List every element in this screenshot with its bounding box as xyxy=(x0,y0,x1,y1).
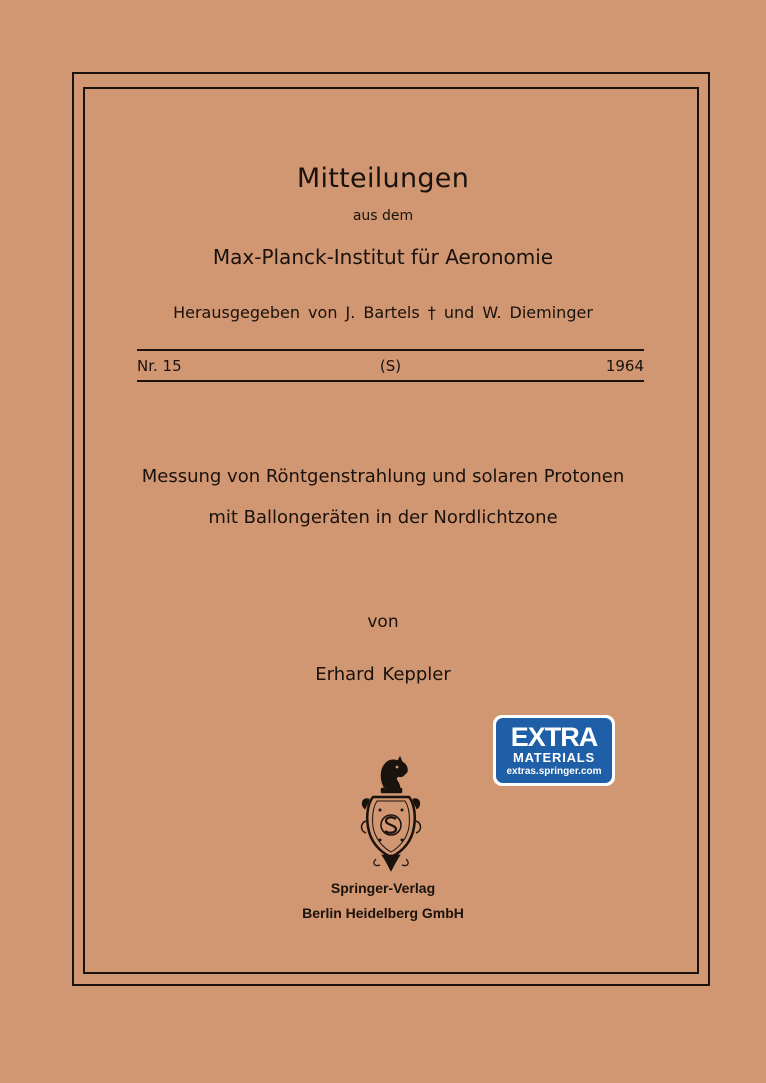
aus-dem-label: aus dem xyxy=(352,208,414,224)
issue-rule-top xyxy=(137,349,644,351)
issue-code: (S) xyxy=(379,357,402,375)
badge-materials-label: MATERIALS xyxy=(512,750,596,765)
extra-materials-badge[interactable] xyxy=(493,715,615,786)
issue-row xyxy=(137,357,644,377)
publisher-location: Berlin Heidelberg GmbH xyxy=(302,905,464,921)
badge-url-label: extras.springer.com xyxy=(506,766,602,777)
institute-name: Max-Planck-Institut für Aeronomie xyxy=(212,245,554,269)
badge-inner xyxy=(496,718,612,783)
issue-number: Nr. 15 xyxy=(137,357,182,375)
author-name: Erhard Keppler xyxy=(315,664,451,685)
publisher-name: Springer-Verlag xyxy=(330,880,436,896)
springer-chess-knight-emblem-icon xyxy=(356,755,426,873)
editors-line: Herausgegeben von J. Bartels † und W. Dieminger xyxy=(173,303,593,322)
issue-year: 1964 xyxy=(605,357,644,375)
title-line-1: Messung von Röntgenstrahlung und solaren Protonen xyxy=(141,466,625,487)
title-line-2: mit Ballongeräten in der Nordlichtzone xyxy=(208,507,558,528)
von-label: von xyxy=(367,612,399,632)
badge-extra-label: EXTRA xyxy=(510,722,598,752)
issue-rule-bottom xyxy=(137,380,644,382)
series-title: Mitteilungen xyxy=(296,163,470,194)
